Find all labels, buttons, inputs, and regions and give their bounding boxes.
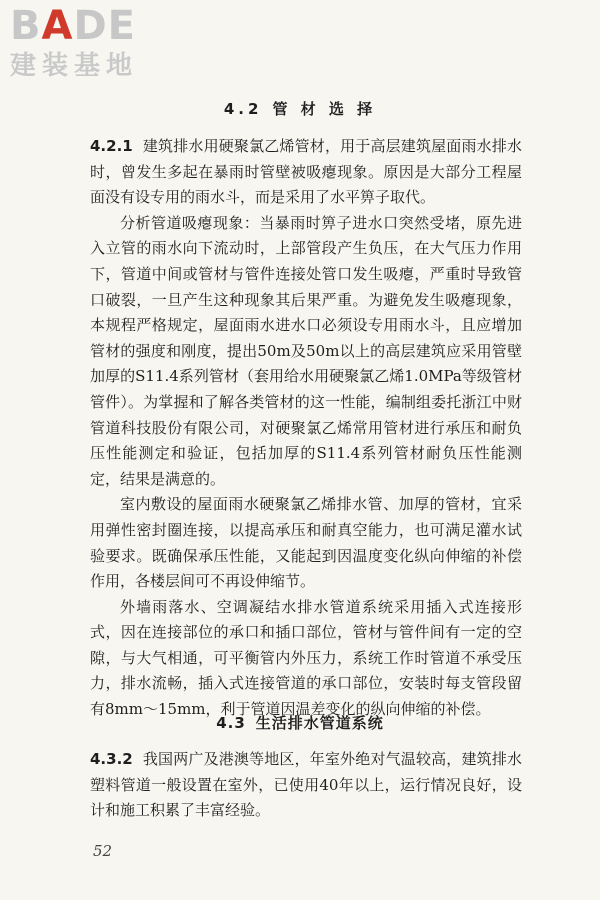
paragraph	[90, 747, 522, 824]
section-title: 生活排水管道系统	[255, 714, 384, 732]
paragraph	[90, 134, 522, 211]
logo-accent-letter: A	[41, 3, 74, 49]
clause-4-2-1	[90, 134, 522, 723]
paragraph-text: 建筑排水用硬聚氯乙烯管材，用于高层建筑屋面雨水排水时，曾发生多起在暴雨时管壁被吸瘪现象。原因是大部分工程屋面没有设专用的雨水斗，而是采用了水平箅子取代。	[90, 137, 522, 207]
clause-4-3-2	[90, 747, 522, 824]
page-number: 52	[93, 842, 113, 860]
clause-number: 4.2.1	[90, 137, 133, 155]
paragraph: 外墙雨落水、空调凝结水排水管道系统采用插入式连接形式，因在连接部位的承口和插口部位，管材与管件间有一定的空隙，与大气相通，可平衡管内外压力，系统工作时管道不承受压力，排水流畅，插入式连接管道的承口部位，安装时每支管段留有8mm～15mm，利于管道因温差变化的纵向伸缩的补偿。	[90, 597, 522, 719]
paragraph-text: 我国两广及港澳等地区，年室外绝对气温较高，建筑排水塑料管道一般设置在室外，已使用40年以上，运行情况良好，设计和施工积累了丰富经验。	[90, 750, 522, 820]
section-number: 4.3	[216, 714, 246, 732]
paragraph: 室内敷设的屋面雨水硬聚氯乙烯排水管、加厚的管材，宜采用弹性密封圈连接，以提高承压和耐真空能力，也可满足灌水试验要求。既确保承压性能，又能起到因温度变化纵向伸缩的补偿作用，各楼层间可不再设伸缩节。	[90, 495, 522, 591]
logo-wordmark: BADE	[10, 3, 136, 49]
logo-subtitle: 建装基地	[10, 51, 139, 81]
section-title: 管 材 选 择	[272, 100, 377, 118]
bade-logo	[10, 4, 190, 86]
clause-number: 4.3.2	[90, 750, 133, 768]
section-heading-4-3	[0, 712, 600, 733]
section-heading-4-2	[0, 98, 600, 119]
section-number: 4.2	[223, 100, 263, 118]
paragraph: 分析管道吸瘪现象：当暴雨时箅子进水口突然受堵，原先进入立管的雨水向下流动时，上部管段产生负压，在大气压力作用下，管道中间或管材与管件连接处管口发生吸瘪，严重时导致管口破裂，一旦产生这种现象其后果严重。为避免发生吸瘪现象，本规程严格规定，屋面雨水进水口必须设专用雨水斗，且应增加管材的强度和刚度，提出50m及50m以上的高层建筑应采用管壁加厚的S11.4系列管材（套用给水用硬聚氯乙烯1.0MPa等级管材管件）。为掌握和了解各类管材的这一性能，编制组委托浙江中财管道科技股份有限公司，对硬聚氯乙烯常用管材进行承压和耐负压性能测定和验证，包括加厚的S11.4系列管材耐负压性能测定，结果是满意的。	[90, 213, 522, 488]
